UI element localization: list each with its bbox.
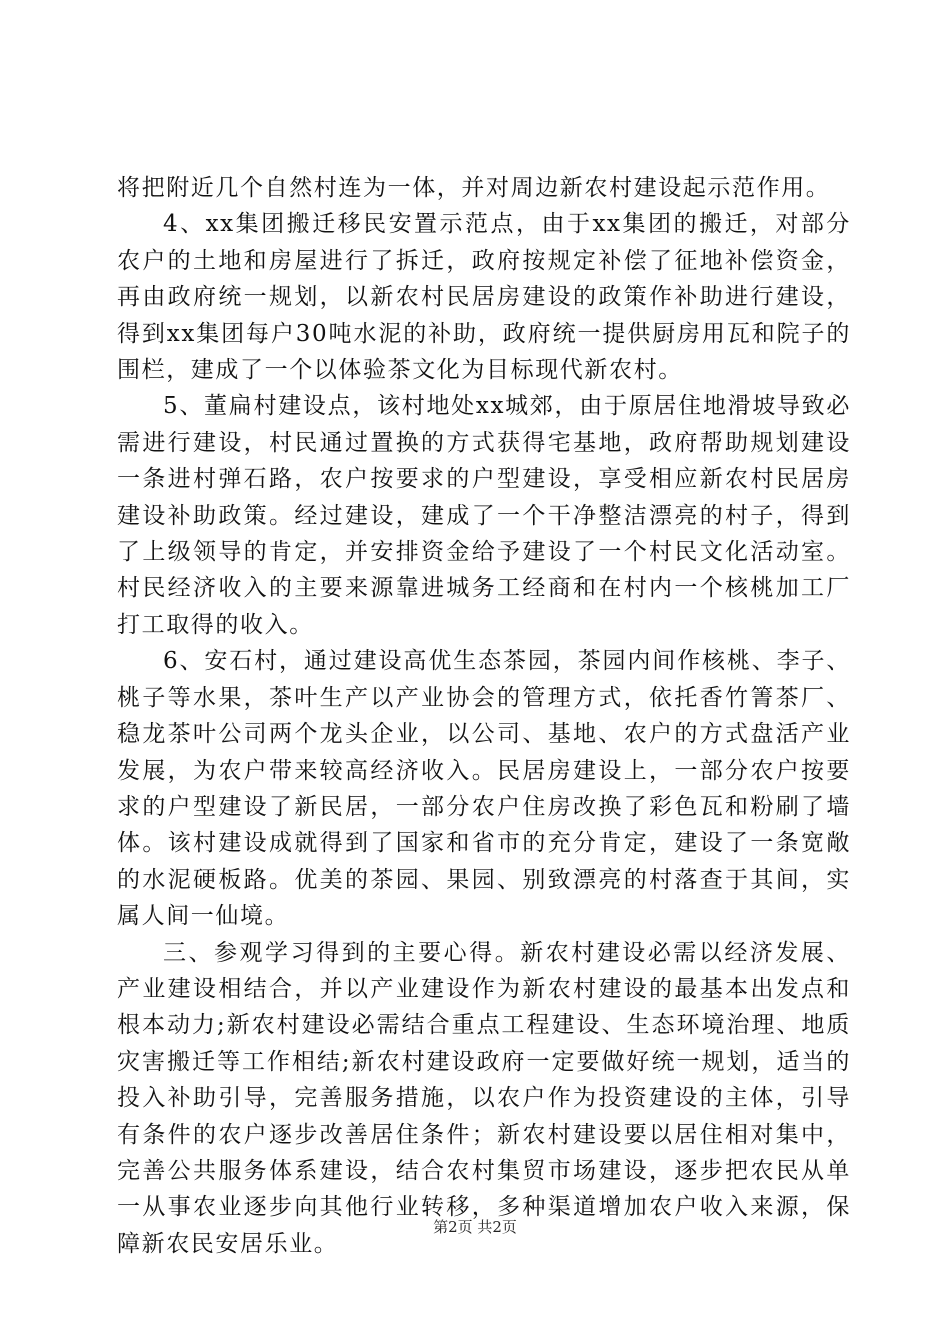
paragraph-continuation: 将把附近几个自然村连为一体，并对周边新农村建设起示范作用。: [117, 175, 831, 201]
document-body: [117, 170, 851, 1262]
paragraph-item-6: 6、安石村，通过建设高优生态茶园，茶园内间作核桃、李子、桃子等水果，茶叶生产以产业协会的管理方式，依托香竹箐茶厂、稳龙茶叶公司两个龙头企业，以公司、基地、农户的方式盘活产业发展，为农户带来较高经济收入。民居房建设上，一部分农户按要求的户型建设了新民居，一部分农户住房改换了彩色瓦和粉刷了墙体。该村建设成就得到了国家和省市的充分肯定，建设了一条宽敞的水泥硬板路。优美的茶园、果园、别致漂亮的村落查于其间，实属人间一仙境。: [117, 648, 851, 930]
paragraph-item-5: 5、董扁村建设点，该村地处xx城郊，由于原居住地滑坡导致必需进行建设，村民通过置换的方式获得宅基地，政府帮助规划建设一条进村弹石路，农户按要求的户型建设，享受相应新农村民居房建设补助政策。经过建设，建成了一个干净整洁漂亮的村子，得到了上级领导的肯定，并安排资金给予建设了一个村民文化活动室。村民经济收入的主要来源靠进城务工经商和在村内一个核桃加工厂打工取得的收入。: [117, 393, 851, 638]
paragraph-section-3: 三、参观学习得到的主要心得。新农村建设必需以经济发展、产业建设相结合，并以产业建设作为新农村建设的最基本出发点和根本动力;新农村建设必需结合重点工程建设、生态环境治理、地质灾害搬迁等工作相结;新农村建设政府一定要做好统一规划，适当的投入补助引导，完善服务措施，以农户作为投资建设的主体，引导有条件的农户逐步改善居住条件；新农村建设要以居住相对集中，完善公共服务体系建设，结合农村集贸市场建设，逐步把农民从单一从事农业逐步向其他行业转移，多种渠道增加农户收入来源，保障新农民安居乐业。: [117, 939, 851, 1257]
paragraph-item-4: 4、xx集团搬迁移民安置示范点，由于xx集团的搬迁，对部分农户的土地和房屋进行了拆迁，政府按规定补偿了征地补偿资金，再由政府统一规划，以新农村民居房建设的政策作补助进行建设，得到xx集团每户30吨水泥的补助，政府统一提供厨房用瓦和院子的围栏，建成了一个以体验茶文化为目标现代新农村。: [117, 211, 851, 384]
page-number-footer: 第2页 共2页: [433, 1218, 517, 1236]
